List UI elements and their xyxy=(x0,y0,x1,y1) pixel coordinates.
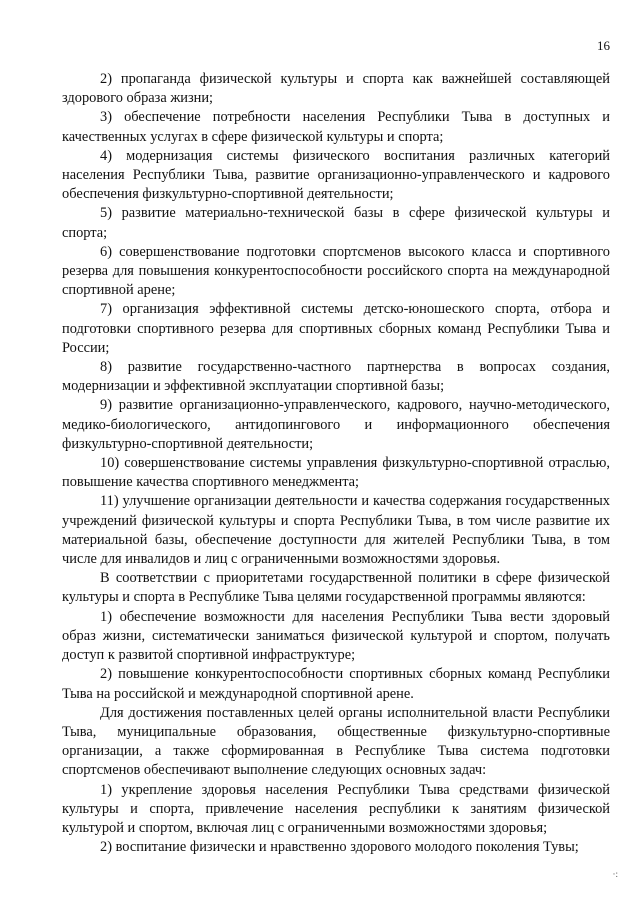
list-item: 3) обеспечение потребности населения Республики Тыва в доступных и качественных услугах в сфере физической культуры и спорта; xyxy=(62,109,610,145)
scan-mark: ·: xyxy=(612,869,618,879)
list-item: 7) организация эффективной системы детско-юношеского спорта, отбора и подготовки спортивного резерва для спортивных сборных команд Республики Тыва и России; xyxy=(62,301,610,356)
list-item: 8) развитие государственно-частного партнерства в вопросах создания, модернизации и эффективной эксплуатации спортивной базы; xyxy=(62,359,610,395)
list-item: 2) повышение конкурентоспособности спортивных сборных команд Республики Тыва на российской и международной спортивной арене. xyxy=(62,666,610,702)
list-item: 10) совершенствование системы управления физкультурно-спортивной отраслью, повышение качества спортивного менеджмента; xyxy=(62,455,610,491)
list-item: 2) пропаганда физической культуры и спорта как важнейшей составляющей здорового образа жизни; xyxy=(62,71,610,107)
document-body xyxy=(62,70,610,857)
list-item: 1) укрепление здоровья населения Республики Тыва средствами физической культуры и спорта, привлечение населения республики к занятиям физической культурой и спортом, включая лиц с ограниченными возможностями здоровья; xyxy=(62,781,610,836)
list-item: 9) развитие организационно-управленческого, кадрового, научно-методического, медико-биологического, антидопингового и информационного обеспечения физкультурно-спортивной деятельности; xyxy=(62,397,610,452)
page-number: 16 xyxy=(597,38,610,53)
paragraph: Для достижения поставленных целей органы исполнительной власти Республики Тыва, муниципальные образования, общественные физкультурно-спортивные организации, а также сформированная в Республике Тыва система подготовки спортсменов обеспечивают выполнение следующих основных задач: xyxy=(62,704,610,779)
paragraph: В соответствии с приоритетами государственной политики в сфере физической культуры и спорта в Республике Тыва целями государственной программы являются: xyxy=(62,570,610,606)
list-item: 5) развитие материально-технической базы в сфере физической культуры и спорта; xyxy=(62,205,610,241)
list-item: 4) модернизация системы физического воспитания различных категорий населения Республики Тыва, развитие организационно-управленческого и кадрового обеспечения физкультурно-спортивной деятельности; xyxy=(62,147,610,203)
list-item: 6) совершенствование подготовки спортсменов высокого класса и спортивного резерва для повышения конкурентоспособности российского спорта на международной спортивной арене; xyxy=(62,243,610,299)
list-item: 1) обеспечение возможности для населения Республики Тыва вести здоровый образ жизни, систематически заниматься физической культурой и спортом, получать доступ к развитой спортивной инфраструктуре; xyxy=(62,608,610,664)
list-item: 11) улучшение организации деятельности и качества содержания государственных учреждений физической культуры и спорта Республики Тыва, в том числе развитие их материальной базы, обеспечение доступности для жителей Республики Тыва, в том числе для инвалидов и лиц с ограниченными возможностями здоровья. xyxy=(62,493,610,568)
list-item: 2) воспитание физически и нравственно здорового молодого поколения Тувы; xyxy=(100,839,579,856)
